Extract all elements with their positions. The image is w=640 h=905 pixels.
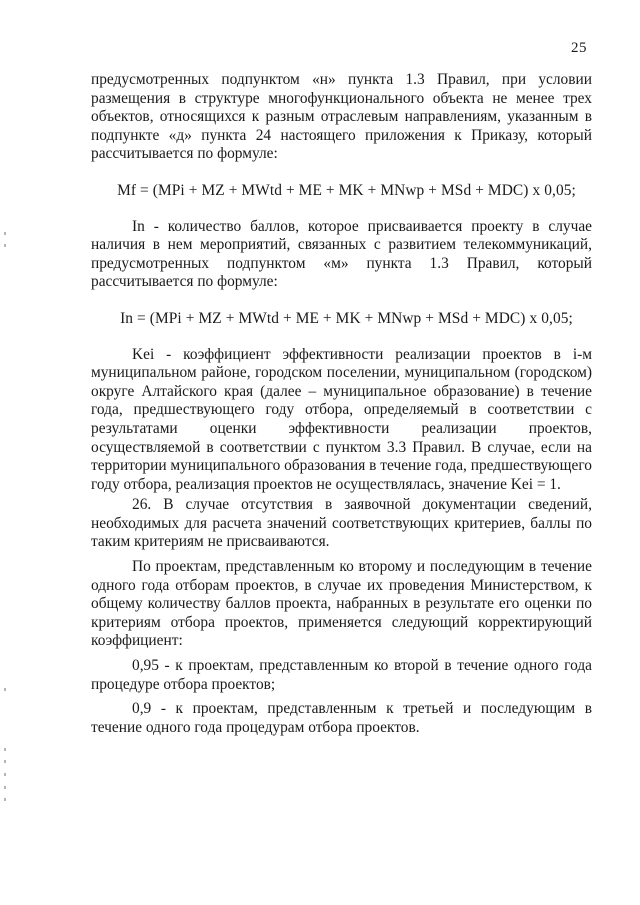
formula-mf: Mf = (MPi + MZ + MWtd + ME + MK + MNwp + MSd + MDC) x 0,05; [117,181,576,199]
paragraph-item-26: 26. В случае отсутствия в заявочной документации сведений, необходимых для расчета значений соответствующих критериев, баллы по таким критериям не присваиваются. [91,496,592,551]
paragraph-coef-09: 0,9 - к проектам, представленным к третьей и последующим в течение одного года процедурам отбора проектов. [91,700,592,736]
paragraph-repeat-selection: По проектам, представленным ко второму и последующим в течение одного года отборам проектов, в случае их проведения Министерством, к общему количеству баллов проекта, набранных в результате его оценки по критериям отбора проектов, применяется следующий корректирующий коэффициент: [91,558,592,650]
binding-margin-marks [4,0,8,905]
formula-in: In = (MPi + MZ + MWtd + ME + MK + MNwp + MSd + MDC) x 0,05; [120,309,573,327]
page-number: 25 [571,40,587,56]
paragraph-kei-definition: Kei - коэффициент эффективности реализации проектов в i-м муниципальном районе, городском поселении, муниципальном (городском) округе Алтайского края (далее – муниципальное образование) в течение года, предшествующего году отбора, определяемый в соответствии с результатами оценки эффективности реализации проектов, осуществляемой в соответствии с пунктом 3.3 Правил. В случае, если на территории муниципального образования в течение года, предшествующего году отбора, реализация проектов не осуществлялась, значение Kei = 1. [91,345,592,493]
paragraph-coef-095: 0,95 - к проектам, представленным ко второй в течение одного года процедуре отбора проектов; [91,657,592,693]
document-body [91,71,592,737]
paragraph-in-definition: In - количество баллов, которое присваивается проекту в случае наличия в нем мероприятий, связанных с развитием телекоммуникаций, предусмотренных подпунктом «м» пункта 1.3 Правил, который рассчитывается по формуле: [91,217,592,291]
paragraph-continuation: предусмотренных подпунктом «н» пункта 1.3 Правил, при условии размещения в структуре многофункционального объекта не менее трех объектов, относящихся к разным отраслевым направлениям, указанным в подпункте «д» пункта 24 настоящего приложения к Приказу, который рассчитывается по формуле: [91,71,592,163]
